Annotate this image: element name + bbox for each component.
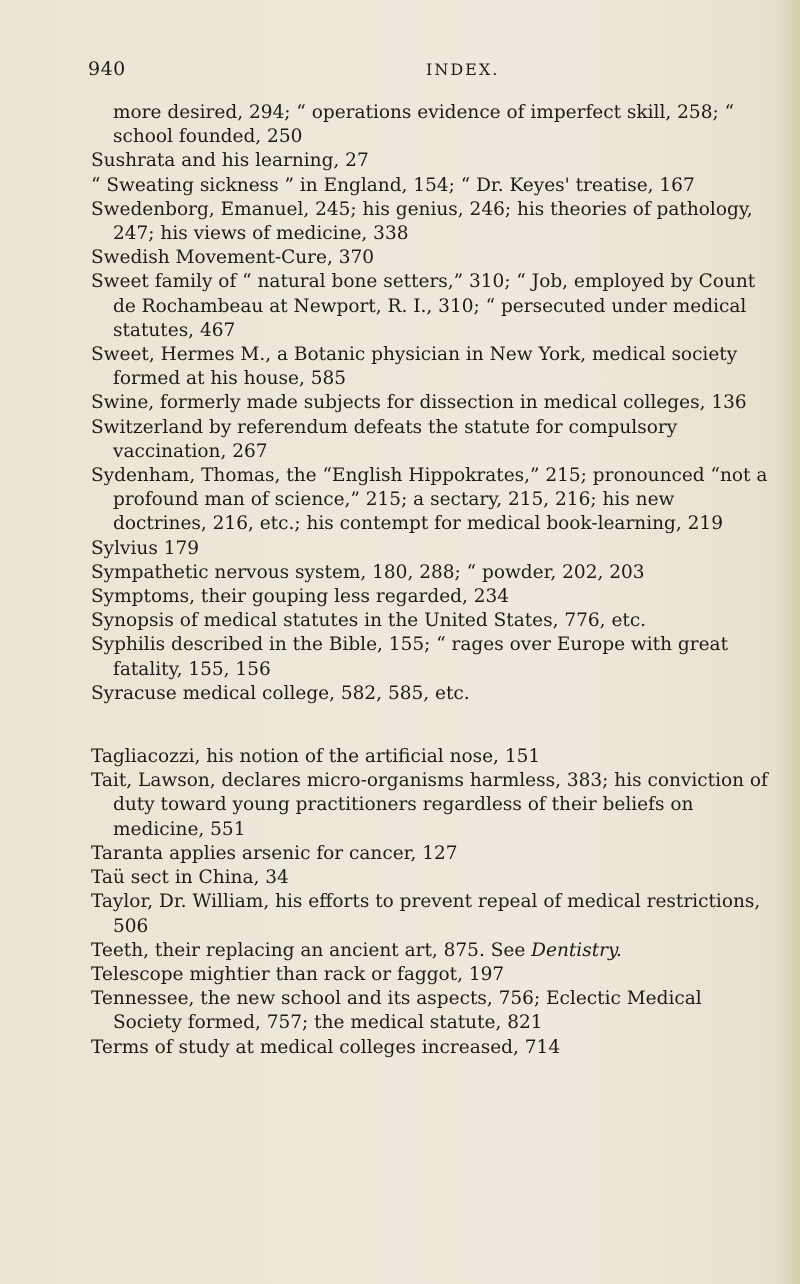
index-entry: Sweet, Hermes M., a Botanic physician in New York, medical society formed at his house, 585 (91, 344, 738, 390)
index-entry: Sylvius 179 (91, 537, 200, 559)
index-entry: Syracuse medical college, 582, 585, etc. (91, 682, 470, 704)
index-entry: Swedish Movement-Cure, 370 (91, 247, 375, 269)
index-entry: Taranta applies arsenic for cancer, 127 (91, 842, 458, 864)
index-entry: Swedenborg, Emanuel, 245; his genius, 246; his theories of pathology, 247; his views of medicine, 338 (91, 198, 753, 245)
page-header (88, 58, 760, 88)
page-edge-shading (774, 0, 800, 1284)
index-entry: Taü sect in China, 34 (91, 867, 289, 889)
section-gap (91, 706, 771, 745)
index-entry: Switzerland by referendum defeats the statute for compulsory vaccination, 267 (91, 416, 678, 462)
index-entry: Tagliacozzi, his notion of the artificial nose, 151 (91, 746, 541, 768)
index-entry: Syphilis described in the Bible, 155; “ rages over Europe with great fatality, 155, 156 (91, 634, 729, 680)
index-entry: more desired, 294; “ operations evidence of imperfect skill, 258; “ school founded, 250 (113, 102, 735, 148)
page-number: 940 (88, 58, 126, 80)
cross-reference: Dentistry. (531, 939, 622, 961)
index-entry: Sweet family of “ natural bone setters,” 310; “ Job, employed by Count de Rochambeau at Newport, R. I., 310; “ persecuted under medical statutes, 467 (91, 271, 756, 341)
index-entry: Synopsis of medical statutes in the United States, 776, etc. (91, 610, 647, 632)
running-head: INDEX. (426, 60, 500, 79)
index-entry: Sympathetic nervous system, 180, 288; “ powder, 202, 203 (91, 561, 645, 583)
entry-text: Teeth, their replacing an ancient art, 875. See (91, 939, 526, 961)
index-entry: Telescope mightier than rack or faggot, 197 (91, 963, 505, 985)
index-entry: Tait, Lawson, declares micro-organisms harmless, 383; his conviction of duty toward young practitioners regardless of their beliefs on medicine, 551 (91, 770, 768, 840)
index-entry: Symptoms, their gouping less regarded, 234 (91, 586, 510, 608)
index-entry: “ Sweating sickness ” in England, 154; “ Dr. Keyes' treatise, 167 (91, 174, 695, 196)
index-entry: Sushrata and his learning, 27 (91, 150, 369, 172)
index-entry: Taylor, Dr. William, his efforts to prevent repeal of medical restrictions, 506 (91, 891, 761, 937)
index-entry-with-cross-reference (91, 939, 771, 963)
index-entry: Tennessee, the new school and its aspects, 756; Eclectic Medical Society formed, 757; the medical statute, 821 (91, 988, 702, 1034)
index-entry: Swine, formerly made subjects for dissection in medical colleges, 136 (91, 392, 747, 414)
index-entries (91, 101, 771, 1060)
index-entry: Sydenham, Thomas, the “English Hippokrates,” 215; pronounced “not a profound man of science,” 215; a sectary, 215, 216; his new doctrines, 216, etc.; his contempt for medical book-learning, 219 (91, 465, 768, 535)
index-entry: Terms of study at medical colleges increased, 714 (91, 1036, 561, 1058)
